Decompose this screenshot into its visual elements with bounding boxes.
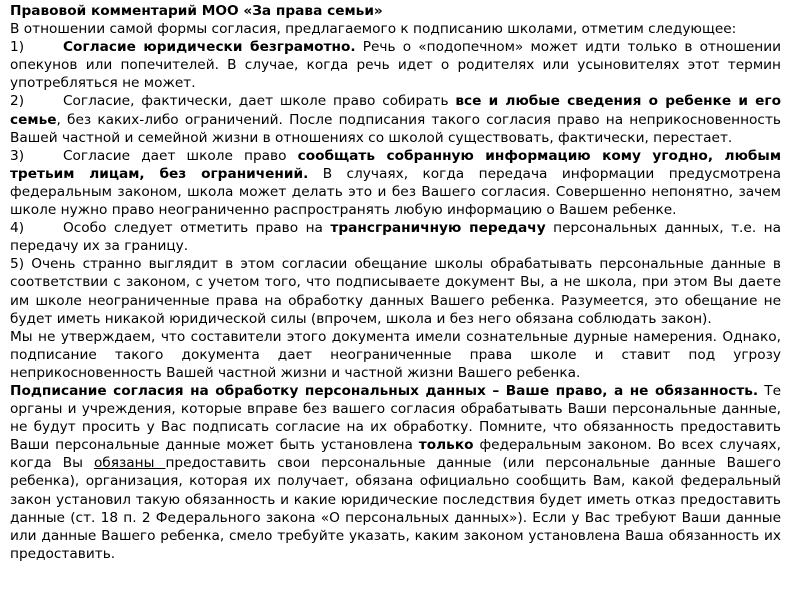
intro-paragraph: В отношении самой формы согласия, предлагаемого к подписанию школами, отметим следующее: — [10, 21, 737, 38]
item-number: 3) — [10, 147, 25, 164]
list-item-1 — [10, 38, 781, 92]
item-4-bold: трансграничную передачу — [330, 220, 546, 237]
document-page — [10, 2, 781, 563]
conclusion-paragraph: Мы не утверждаем, что составители этого документа имели сознательные дурные намерения. Однако, подписание такого документа дает неограниченные права школе и ставит под угрозу неприкосновенность Вашей частной жизни и частной жизни Вашего ребенка. — [10, 328, 781, 381]
final-bold-only: только — [418, 437, 474, 454]
item-4-post: персональных данных, т.е. на передачу их за границу. — [10, 220, 782, 255]
item-3-pre: Согласие дает школе право — [63, 147, 298, 164]
final-underlined: обязаны — [93, 455, 166, 472]
item-1-text: Речь о «подопечном» может идти только в отношении опекунов или попечителей. В случае, когда речь идет о родителях или усыновителях этот термин употребляться не может. — [10, 39, 781, 92]
list-item-4 — [10, 219, 781, 255]
item-1-bold: Согласие юридически безграмотно. — [63, 39, 356, 56]
final-bold-heading: Подписание согласия на обработку персональных данных – Ваше право, а не обязанность. — [10, 382, 759, 399]
item-number: 1) — [10, 39, 25, 56]
final-text-2: федеральным законом. Во всех случаях, когда Вы — [10, 437, 781, 472]
document-title: Правовой комментарий МОО «За права семьи» — [10, 3, 383, 19]
final-paragraph — [10, 382, 781, 563]
item-2-pre: Согласие, фактически, дает школе право собирать — [63, 93, 456, 110]
item-4-pre: Особо следует отметить право на — [63, 220, 331, 237]
final-text-1: Те органы и учреждения, которые вправе без вашего согласия обрабатывать Ваши персональные данные, не будут просить у Вас подписать согласие на их обработку. Помните, что обязанность предоставить Ваши персональные данные может быть установлена — [10, 382, 781, 454]
list-item-2 — [10, 92, 781, 146]
item-2-post: , без каких-либо ограничений. После подписания такого согласия право на неприкосновенность Вашей частной и семейной жизни в отношениях со школой существовать, фактически, перестает. — [10, 111, 781, 146]
item-number: 4) — [10, 220, 25, 237]
item-3-bold: сообщать собранную информацию кому угодно, любым третьим лицам, без ограничений. — [10, 147, 782, 182]
item-number: 2) — [10, 93, 25, 110]
list-item-5: 5) Очень странно выглядит в этом согласии обещание школы обрабатывать персональные данные в соответствии с законом, с учетом того, что подписываете документ Вы, а не школа, при этом Вы даете им школе неограниченные права на обработку данных Вашего ребенка. Разумеется, это обещание не будет иметь никакой юридической силы (впрочем, школа и без него обязана соблюдать закон). — [10, 256, 781, 327]
item-3-post: В случаях, когда передача информации предусмотрена федеральным законом, школа может делать это и без Вашего согласия. Совершенно непонятно, зачем школе нужно право неограниченно распространять любую информацию о Вашем ребенке. — [10, 165, 781, 219]
final-text-3: предоставить свои персональные данные (или персональные данные Вашего ребенка), организация, которая их получает, обязана официально сообщить Вам, какой федеральный закон установил такую обязанность и какие юридические последствия будет иметь отказ предоставить данные (ст. 18 п. 2 Федерального закона «О персональных данных»). Если у Вас требуют Ваши данные или данные Вашего ребенка, смело требуйте указать, каким законом установлена Ваша обязанность их предоставить. — [10, 455, 781, 562]
item-2-bold: все и любые сведения о ребенке и его семье — [10, 93, 781, 128]
list-item-3 — [10, 147, 781, 219]
